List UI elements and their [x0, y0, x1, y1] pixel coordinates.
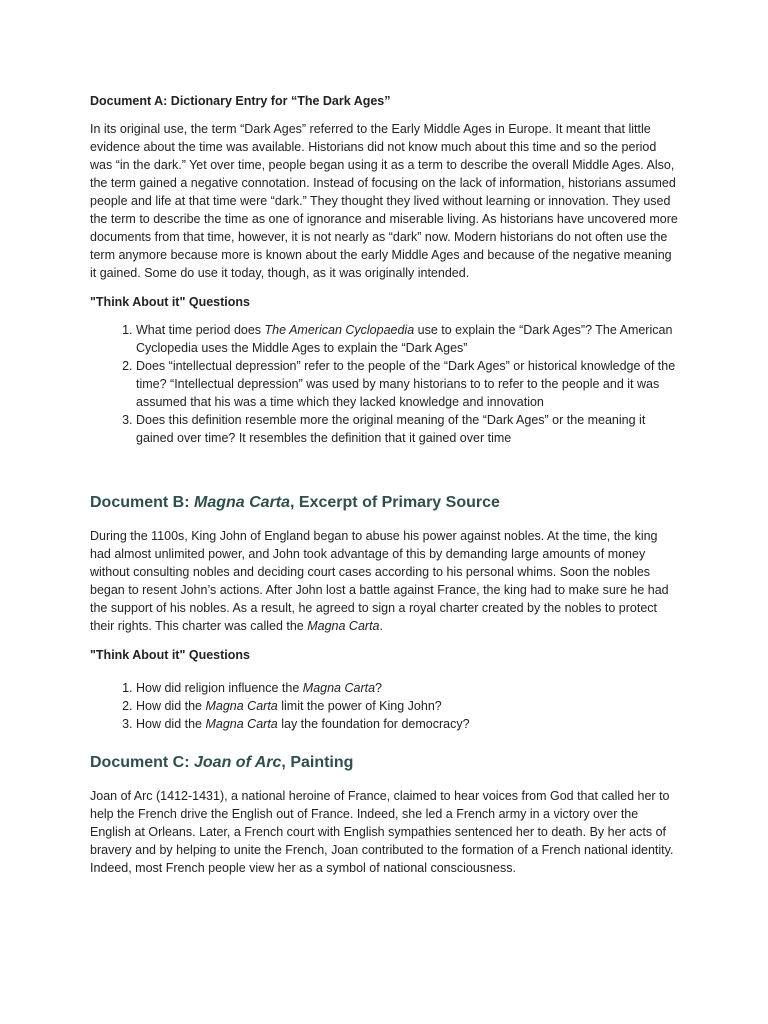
- question-text: use to explain the “Dark Ages”? The American Cyclopedia uses the Middle Ages to explain the “Dark Ages”: [136, 323, 673, 355]
- document-b-question-2: [136, 697, 680, 715]
- document-a-question-1: [136, 321, 680, 357]
- document-b-questions-title: "Think About it" Questions: [90, 648, 250, 662]
- document-a-heading: Document A: Dictionary Entry for “The Dark Ages”: [90, 94, 391, 108]
- heading-italic-text: Joan of Arc: [194, 754, 282, 771]
- question-italic-text: Magna Carta: [302, 681, 376, 695]
- document-b-heading: [90, 493, 680, 513]
- document-content: [90, 92, 680, 888]
- document-a-questions-list: [90, 321, 680, 447]
- heading-text: , Excerpt of Primary Source: [290, 494, 500, 511]
- question-text: How did the: [136, 699, 206, 713]
- question-text: How did religion influence the: [136, 681, 303, 695]
- document-a-section: [90, 92, 680, 447]
- document-b-section: [90, 493, 680, 733]
- document-b-question-3: [136, 715, 680, 733]
- body-text: .: [379, 619, 383, 633]
- document-a-question-3: [136, 411, 680, 447]
- question-italic-text: Magna Carta: [205, 699, 278, 713]
- question-text: limit the power of King John?: [277, 699, 442, 713]
- document-b-question-1: [136, 679, 680, 697]
- heading-text: Document C:: [90, 754, 194, 771]
- heading-italic-text: Magna Carta: [194, 494, 291, 511]
- body-text: During the 1100s, King John of England began to abuse his power against nobles. At the time, the king had almost unlimited power, and John took advantage of this by demanding large amounts of money without consulting nobles and deciding court cases according to his personal whims. Soon the nobles began to resent John’s actions. After John lost a battle against France, the king had to make sure he had the support of his nobles. As a result, he agreed to sign a royal charter created by the nobles to protect their rights. This charter was called the: [90, 529, 669, 633]
- question-text: ?: [375, 681, 382, 695]
- document-a-question-2: [136, 357, 680, 411]
- question-italic-text: The American Cyclopaedia: [264, 323, 415, 337]
- document-b-questions-list: [90, 679, 680, 733]
- question-text: lay the foundation for democracy?: [277, 717, 470, 731]
- question-text: What time period does: [136, 323, 265, 337]
- heading-text: , Painting: [281, 754, 354, 771]
- question-text: Does “intellectual depression” refer to the people of the “Dark Ages” or historical knowledge of the time? “Intellectual depression” was used by many historians to to refer to the people and it was assumed that his was a time which they lacked knowledge and innovation: [136, 359, 676, 409]
- question-text: How did the: [136, 717, 206, 731]
- heading-text: Document B:: [90, 494, 194, 511]
- document-b-body: [90, 527, 680, 635]
- document-c-heading: [90, 753, 680, 773]
- document-c-section: [90, 753, 680, 877]
- document-c-body: Joan of Arc (1412-1431), a national heroine of France, claimed to hear voices from God that called her to help the French drive the English out of France. Indeed, she led a French army in a victory over the English at Orleans. Later, a French court with English sympathies sentenced her to death. By her acts of bravery and by helping to unite the French, Joan contributed to the formation of a French national identity. Indeed, most French people view her as a symbol of national consciousness.: [90, 789, 674, 875]
- question-text: Does this definition resemble more the original meaning of the “Dark Ages” or the meaning it gained over time? It resembles the definition that it gained over time: [136, 413, 646, 445]
- body-italic-text: Magna Carta: [307, 619, 380, 633]
- document-a-questions-title: "Think About it" Questions: [90, 295, 250, 309]
- question-italic-text: Magna Carta: [205, 717, 278, 731]
- document-a-body: In its original use, the term “Dark Ages” referred to the Early Middle Ages in Europe. It meant that little evidence about the time was available. Historians did not know much about this time and so the period was “in the dark.” Yet over time, people began using it as a term to describe the overall Middle Ages. Also, the term gained a negative connotation. Instead of focusing on the lack of information, historians assumed people and life at that time were “dark.” They thought they lived without learning or innovation. They used the term to describe the time as one of ignorance and miserable living. As historians have uncovered more documents from that time, however, it is not nearly as “dark” now. Modern historians do not often use the term anymore because more is known about the early Middle Ages and because of the negative meaning it gained. Some do use it today, though, as it was originally intended.: [90, 122, 678, 280]
